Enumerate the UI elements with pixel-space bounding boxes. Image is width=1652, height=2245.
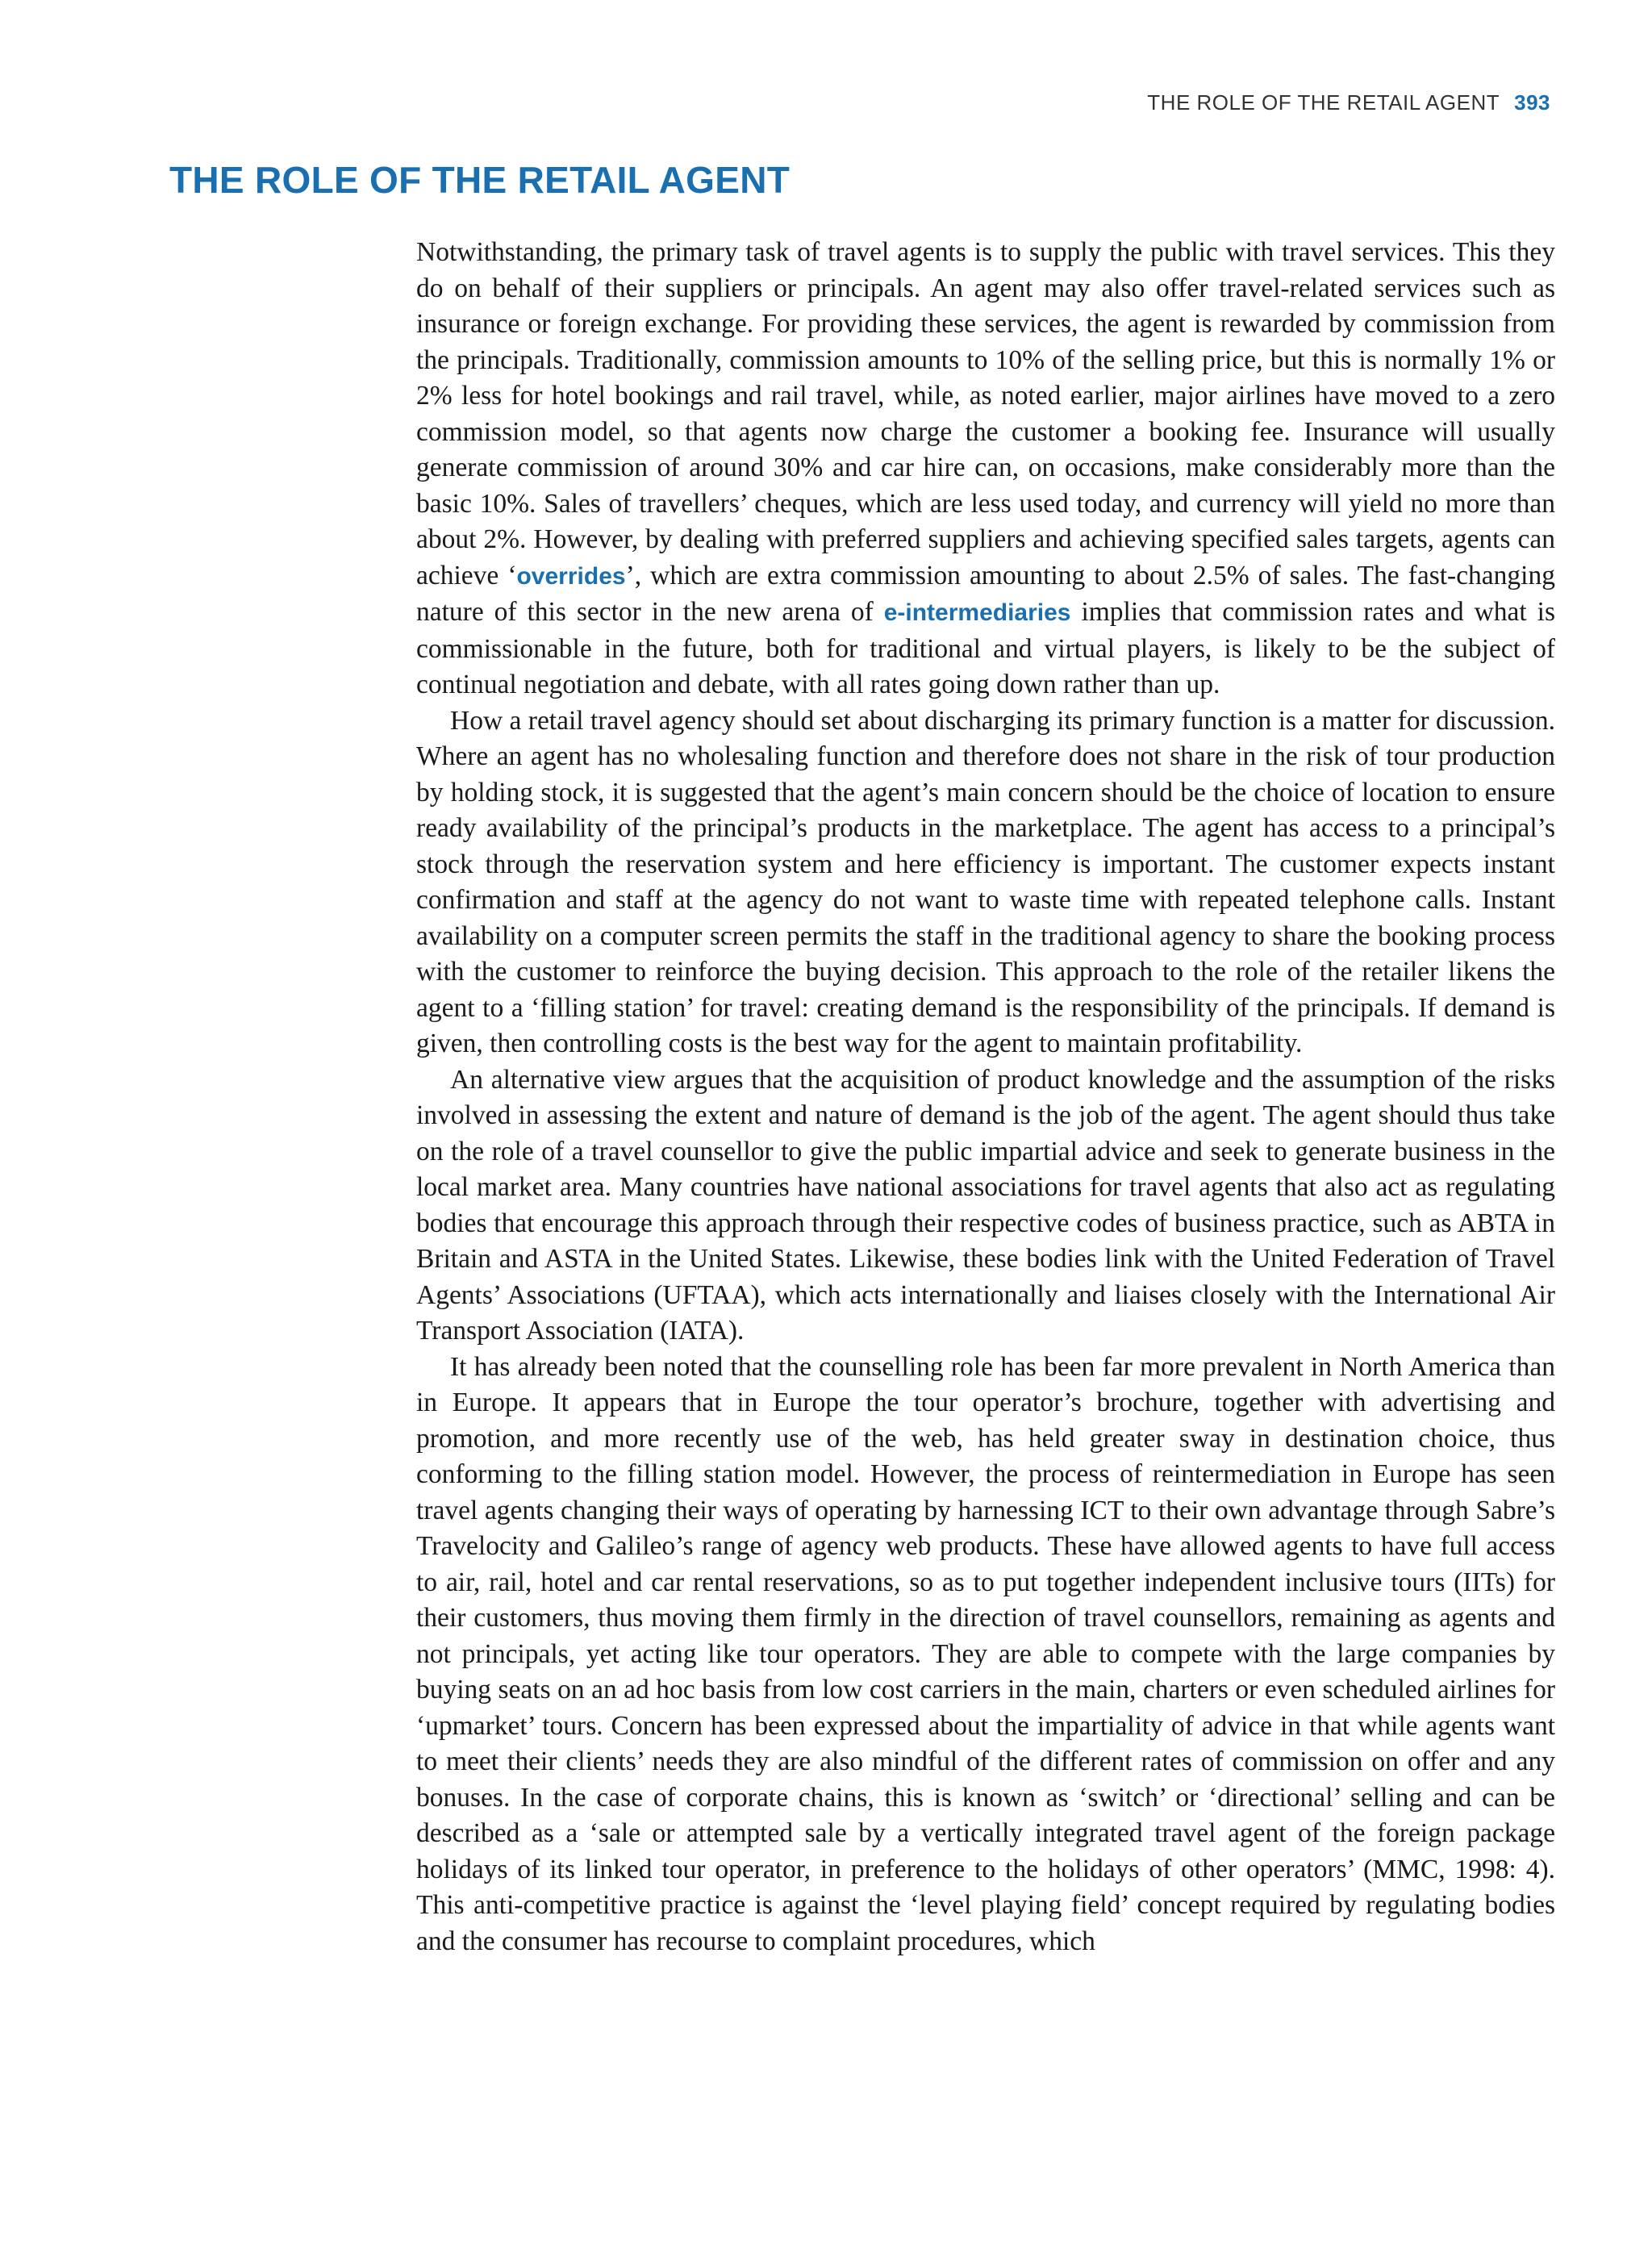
page-number: 393 (1514, 90, 1550, 115)
keyword-overrides: overrides (516, 562, 626, 590)
paragraph-4: It has already been noted that the counselling role has been far more prevalent in North America than in Europe. It appears that in Europe the tour operator’s brochure, together with advertising and promotion, and more recently use of the web, has held greater sway in destination choice, thus conforming to the filling station model. However, the process of reintermediation in Europe has seen travel agents changing their ways of operating by harnessing ICT to their own advantage through Sabre’s Travelocity and Galileo’s range of agency web products. These have allowed agents to have full access to air, rail, hotel and car rental reservations, so as to put together independent inclusive tours (IITs) for their customers, thus moving them firmly in the direction of travel counsellors, remaining as agents and not principals, yet acting like tour operators. They are able to compete with the large companies by buying seats on an ad hoc basis from low cost carriers in the main, charters or even scheduled airlines for ‘upmarket’ tours. Concern has been expressed about the impartiality of advice in that while agents want to meet their clients’ needs they are also mindful of the different rates of commission on offer and any bonuses. In the case of corporate chains, this is known as ‘switch’ or ‘directional’ selling and can be described as a ‘sale or attempted sale by a vertically integrated travel agent of the foreign package holidays of its linked tour operator, in preference to the holidays of other operators’ (MMC, 1998: 4). This anti-competitive practice is against the ‘level playing field’ concept required by regulating bodies and the consumer has recourse to complaint procedures, which (416, 1351, 1555, 1956)
paragraph-1 (416, 235, 1555, 703)
keyword-e-intermediaries: e-intermediaries (883, 599, 1071, 626)
paragraph-2: How a retail travel agency should set about discharging its primary function is a matter for discussion. Where an agent has no wholesaling function and therefore does not share in the risk of tour production by holding stock, it is suggested that the agent’s main concern should be the choice of location to ensure ready availability of the principal’s products in the marketplace. The agent has access to a principal’s stock through the reservation system and here efficiency is important. The customer expects instant confirmation and staff at the agency do not want to waste time with repeated telephone calls. Instant availability on a computer screen permits the staff in the traditional agency to share the booking process with the customer to reinforce the buying decision. This approach to the role of the retailer likens the agent to a ‘filling station’ for travel: creating demand is the responsibility of the principals. If demand is given, then controlling costs is the best way for the agent to maintain profitability. (416, 705, 1555, 1058)
running-header (1147, 90, 1550, 115)
body-text (416, 235, 1555, 1959)
section-title: THE ROLE OF THE RETAIL AGENT (169, 159, 791, 201)
running-header-title: THE ROLE OF THE RETAIL AGENT (1147, 90, 1500, 115)
paragraph-1-part-b: ’, which are extra commission amounting to about 2.5% of sales. The fast-changing nature of this sector in the new arena of (416, 560, 1555, 627)
paragraph-3: An alternative view argues that the acquisition of product knowledge and the assumption of the risks involved in assessing the extent and nature of demand is the job of the agent. The agent should thus take on the role of a travel counsellor to give the public impartial advice and seek to generate business in the local market area. Many countries have national associations for travel agents that also act as regulating bodies that encourage this approach through their respective codes of business practice, such as ABTA in Britain and ASTA in the United States. Likewise, these bodies link with the United Federation of Travel Agents’ Associations (UFTAA), which acts internationally and liaises closely with the International Air Transport Association (IATA). (416, 1064, 1555, 1346)
paragraph-1-part-a: Notwithstanding, the primary task of travel agents is to supply the public with travel services. This they do on behalf of their suppliers or principals. An agent may also offer travel-related services such as insurance or foreign exchange. For providing these services, the agent is rewarded by commission from the principals. Traditionally, commission amounts to 10% of the selling price, but this is normally 1% or 2% less for hotel bookings and rail travel, while, as noted earlier, major airlines have moved to a zero commission model, so that agents now charge the customer a booking fee. Insurance will usually generate commission of around 30% and car hire can, on occasions, make considerably more than the basic 10%. Sales of travellers’ cheques, which are less used today, and currency will yield no more than about 2%. However, by dealing with preferred suppliers and achieving specified sales targets, agents can achieve ‘ (416, 237, 1555, 590)
paragraph-1-part-c: implies that commission rates and what is commissionable in the future, both for traditional and virtual players, is likely to be the subject of continual negotiation and debate, with all rates going down rather than up. (416, 597, 1555, 699)
